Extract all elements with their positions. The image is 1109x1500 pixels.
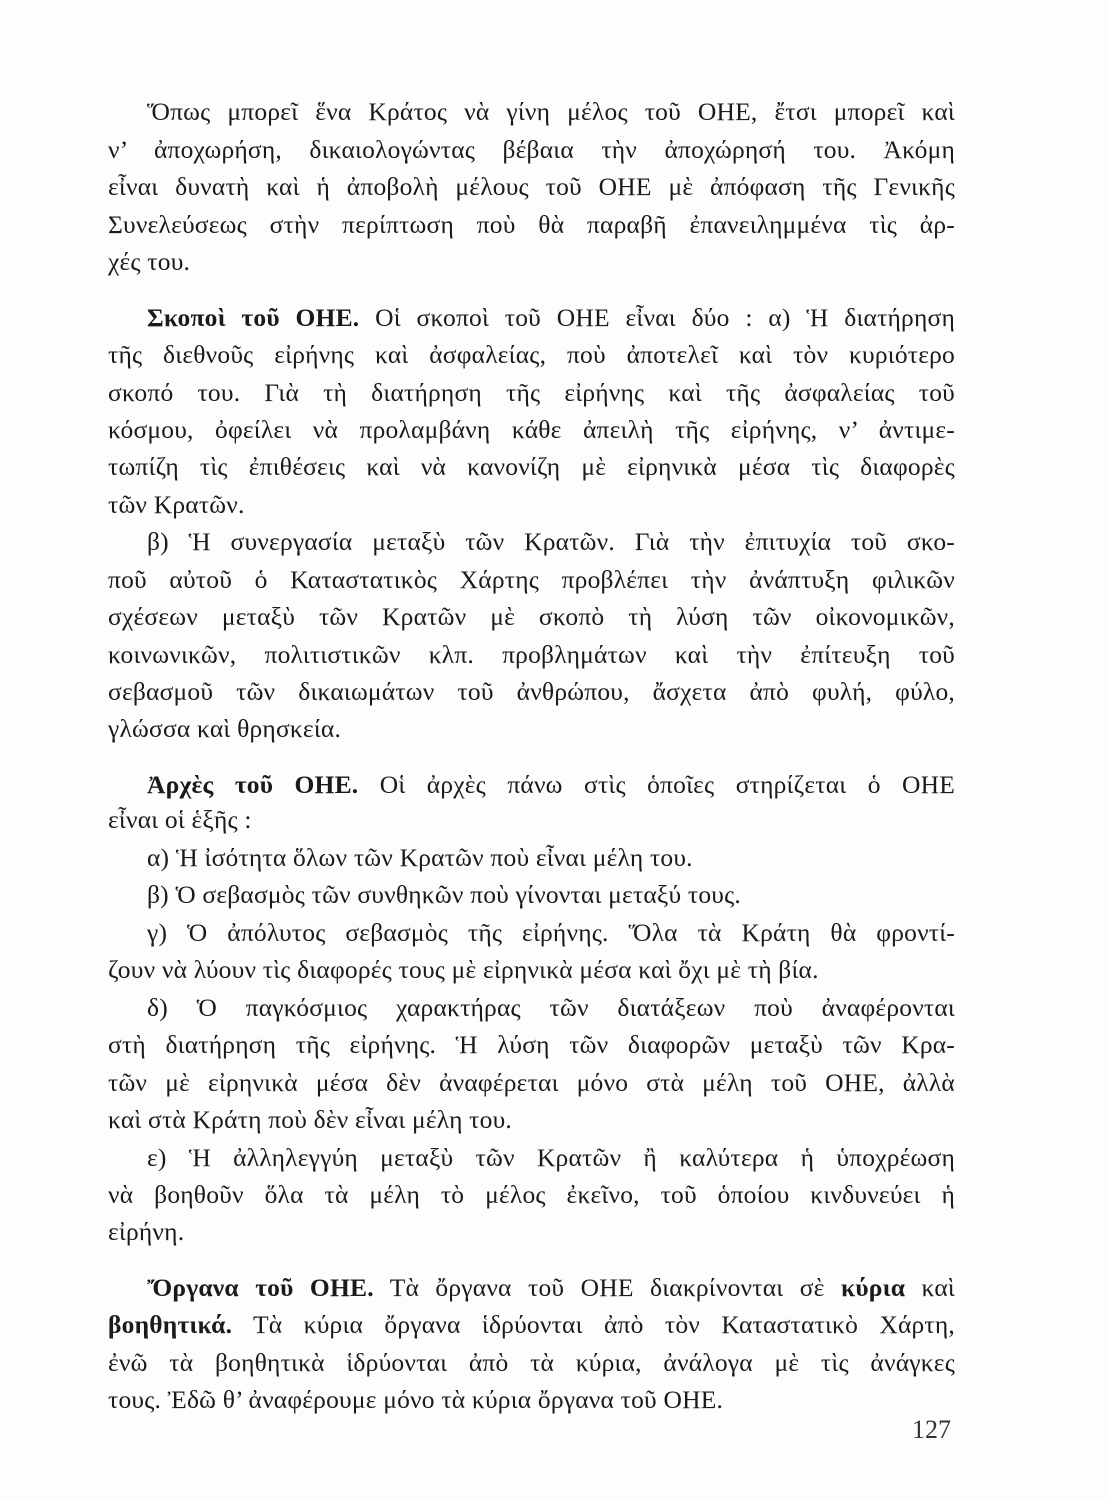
text-run: τῆς διεθνοῦς εἰρήνης καὶ ἀσφαλείας, ποὺ ἀποτελεῖ καὶ τὸν κυριότερο	[108, 340, 955, 369]
text-run: ποῦ αὐτοῦ ὁ Καταστατικὸς Χάρτης προβλέπει τὴν ἀνάπτυξη φιλικῶν	[108, 565, 955, 594]
text-line	[108, 375, 955, 411]
text-line	[147, 915, 955, 951]
text-run: Τὰ ὄργανα τοῦ ΟΗΕ διακρίνονται σὲ	[373, 1273, 841, 1302]
text-line	[108, 412, 955, 448]
page-number: 127	[912, 1415, 951, 1444]
text-run: γ) Ὁ ἀπόλυτος σεβασμὸς τῆς εἰρήνης. Ὅλα τὰ Κράτη θὰ φροντί-	[147, 918, 955, 947]
text-line	[108, 449, 955, 485]
text-run: β) Ἡ συνεργασία μεταξὺ τῶν Κρατῶν. Γιὰ τὴν ἐπιτυχία τοῦ σκο-	[147, 527, 955, 556]
text-line	[147, 94, 955, 130]
text-line	[108, 802, 955, 838]
text-line	[108, 637, 955, 673]
text-run: τῶν Κρατῶν.	[108, 490, 245, 519]
text-run: εἶναι δυνατὴ καὶ ἡ ἀποβολὴ μέλους τοῦ ΟΗΕ μὲ ἀπόφαση τῆς Γενικῆς	[108, 172, 955, 201]
bold-heading-text: Ὄργανα τοῦ ΟΗΕ.	[147, 1273, 374, 1302]
text-line	[108, 337, 955, 373]
text-line	[108, 599, 955, 635]
text-line	[147, 524, 955, 560]
text-run: τωπίζη τὶς ἐπιθέσεις καὶ νὰ κανονίζη μὲ εἰρηνικὰ μέσα τὶς διαφορὲς	[108, 452, 955, 481]
text-line	[108, 1345, 955, 1381]
text-run: τῶν μὲ εἰρηνικὰ μέσα δὲν ἀναφέρεται μόνο στὰ μέλη τοῦ ΟΗΕ, ἀλλὰ	[108, 1068, 955, 1097]
text-run: κοινωνικῶν, πολιτιστικῶν κλπ. προβλημάτων καὶ τὴν ἐπίτευξη τοῦ	[108, 640, 955, 669]
text-run: σκοπό του. Γιὰ τὴ διατήρηση τῆς εἰρήνης καὶ τῆς ἀσφαλείας τοῦ	[108, 378, 955, 407]
text-line	[108, 711, 955, 747]
text-line	[108, 562, 955, 598]
text-line	[108, 1065, 955, 1101]
text-line	[147, 767, 955, 803]
text-line	[108, 952, 955, 988]
text-run: καὶ στὰ Κράτη ποὺ δὲν εἶναι μέλη του.	[108, 1105, 512, 1134]
text-line	[108, 1214, 955, 1250]
text-run: δ) Ὁ παγκόσμιος χαρακτήρας τῶν διατάξεων ποὺ ἀναφέρονται	[147, 993, 955, 1022]
text-run: χές του.	[108, 247, 191, 276]
text-line	[108, 132, 955, 168]
text-run: νὰ βοηθοῦν ὅλα τὰ μέλη τὸ μέλος ἐκεῖνο, τοῦ ὁποίου κινδυνεύει ἡ	[108, 1180, 955, 1209]
text-run: γλώσσα καὶ θρησκεία.	[108, 714, 342, 743]
text-line	[147, 840, 955, 876]
text-run: ν’ ἀποχωρήση, δικαιολογώντας βέβαια τὴν ἀποχώρησή του. Ἀκόμη	[108, 135, 955, 164]
text-run: Συνελεύσεως στὴν περίπτωση ποὺ θὰ παραβῆ ἐπανειλημμένα τὶς ἀρ-	[108, 210, 955, 239]
text-run: ζουν νὰ λύουν τὶς διαφορές τους μὲ εἰρηνικὰ μέσα καὶ ὄχι μὲ τὴ βία.	[108, 955, 819, 984]
text-run: ε) Ἡ ἀλληλεγγύη μεταξὺ τῶν Κρατῶν ἢ καλύτερα ἡ ὑποχρέωση	[147, 1143, 955, 1172]
text-line	[147, 990, 955, 1026]
text-run: τους. Ἐδῶ θ’ ἀναφέρουμε μόνο τὰ κύρια ὄργανα τοῦ ΟΗΕ.	[108, 1385, 724, 1414]
text-run: β) Ὁ σεβασμὸς τῶν συνθηκῶν ποὺ γίνονται μεταξύ τους.	[147, 880, 741, 909]
bold-heading-text: Σκοποὶ τοῦ ΟΗΕ.	[147, 303, 360, 332]
text-line	[108, 674, 955, 710]
text-line	[108, 1177, 955, 1213]
text-run: σεβασμοῦ τῶν δικαιωμάτων τοῦ ἀνθρώπου, ἄσχετα ἀπὸ φυλή, φύλο,	[108, 677, 955, 706]
text-run: Τὰ κύρια ὄργανα ἱδρύονται ἀπὸ τὸν Καταστατικὸ Χάρτη,	[232, 1310, 955, 1339]
text-run: ἐνῶ τὰ βοηθητικὰ ἱδρύονται ἀπὸ τὰ κύρια, ἀνάλογα μὲ τὶς ἀνάγκες	[108, 1348, 955, 1377]
text-line	[147, 877, 955, 913]
text-run: κόσμου, ὀφείλει νὰ προλαμβάνη κάθε ἀπειλὴ τῆς εἰρήνης, ν’ ἀντιμε-	[108, 415, 955, 444]
text-line	[147, 1270, 955, 1306]
text-line	[147, 1140, 955, 1176]
text-run: Ὅπως μπορεῖ ἕνα Κράτος νὰ γίνη μέλος τοῦ ΟΗΕ, ἔτσι μπορεῖ καὶ	[147, 97, 955, 126]
text-line	[108, 487, 955, 523]
text-line	[108, 169, 955, 205]
text-run: εἰρήνη.	[108, 1217, 185, 1246]
text-line	[147, 300, 955, 336]
text-line	[108, 1382, 955, 1418]
text-run: καὶ	[905, 1273, 955, 1302]
text-run: στὴ διατήρηση τῆς εἰρήνης. Ἡ λύση τῶν διαφορῶν μεταξὺ τῶν Κρα-	[108, 1030, 955, 1059]
text-run: α) Ἡ ἰσότητα ὅλων τῶν Κρατῶν ποὺ εἶναι μέλη του.	[147, 843, 693, 872]
bold-heading-text: Ἀρχὲς τοῦ ΟΗΕ.	[147, 770, 359, 799]
text-line	[108, 244, 955, 280]
text-line	[108, 207, 955, 243]
text-line	[108, 1027, 955, 1063]
text-run: Οἱ σκοποὶ τοῦ ΟΗΕ εἶναι δύο : α) Ἡ διατήρηση	[359, 303, 955, 332]
text-line	[108, 1102, 955, 1138]
text-run: Οἱ ἀρχὲς πάνω στὶς ὁποῖες στηρίζεται ὁ ΟΗΕ	[358, 770, 955, 799]
text-run: σχέσεων μεταξὺ τῶν Κρατῶν μὲ σκοπὸ τὴ λύση τῶν οἰκονομικῶν,	[108, 602, 955, 631]
text-run: εἶναι οἱ ἑξῆς :	[108, 805, 252, 834]
bold-heading-text: βοηθητικά.	[108, 1310, 233, 1339]
text-line	[108, 1307, 955, 1343]
bold-heading-text: κύρια	[840, 1273, 906, 1302]
